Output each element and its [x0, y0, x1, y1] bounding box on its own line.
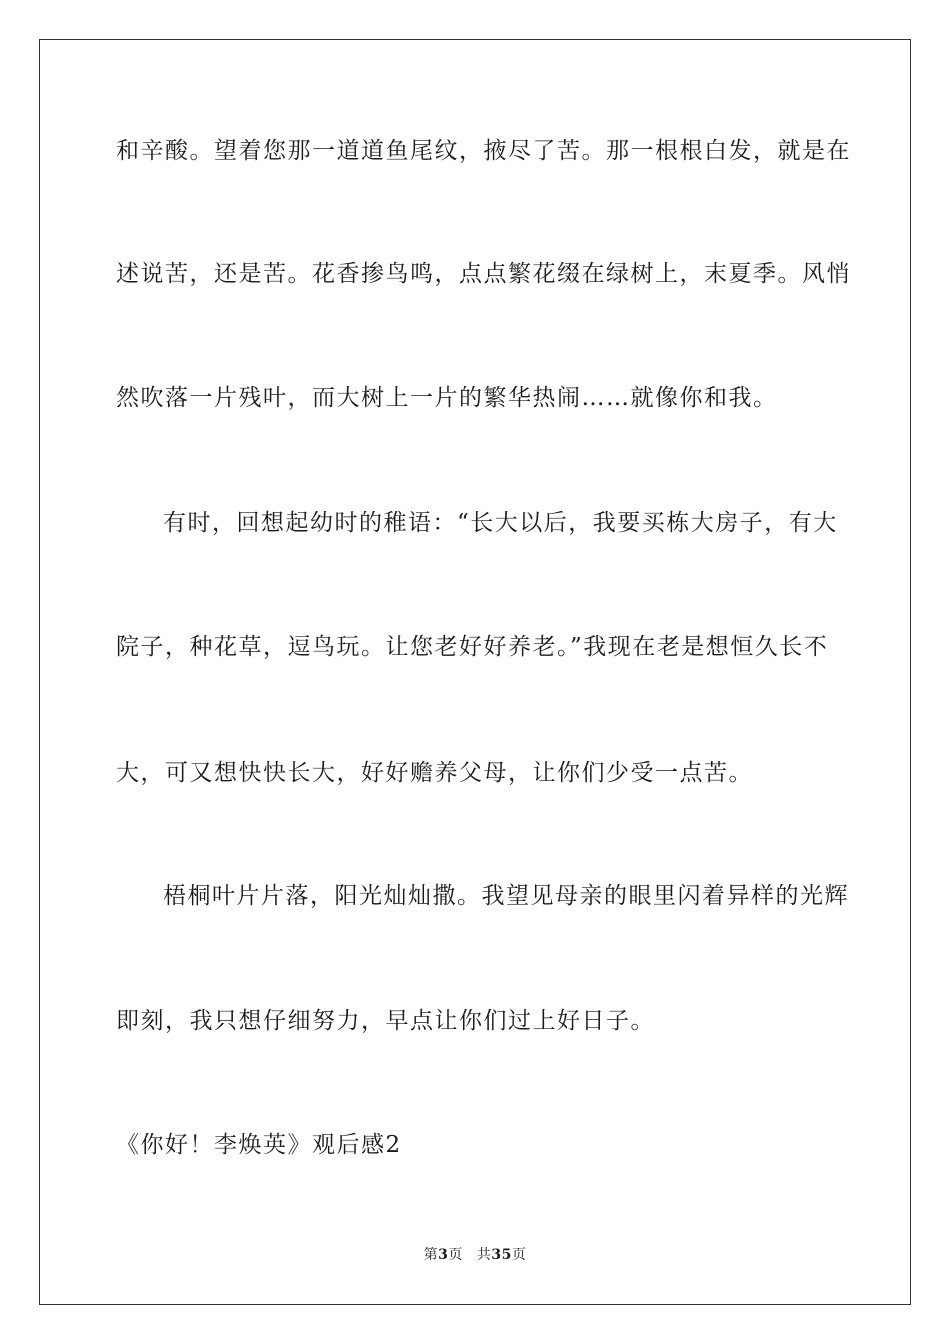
total-pages: 35: [491, 1247, 512, 1263]
page-border: [39, 39, 911, 1305]
body-line-4: 有时，回想起幼时的稚语：“长大以后，我要买栋大房子，有大: [163, 510, 838, 536]
page-prefix: 第: [423, 1247, 439, 1263]
total-suffix: 页: [511, 1247, 527, 1263]
total-prefix: 共: [476, 1247, 492, 1263]
page-suffix: 页: [448, 1247, 463, 1263]
body-line-8: 即刻，我只想仔细努力，早点让你们过上好日子。: [116, 1008, 655, 1034]
body-line-6: 大，可又想快快长大，好好赡养父母，让你们少受一点苦。: [116, 760, 753, 786]
body-line-1: 和辛酸。望着您那一道道鱼尾纹，掖尽了苦。那一根根白发，就是在: [116, 138, 851, 164]
page-number: 3: [438, 1247, 449, 1263]
body-line-7: 梧桐叶片片落，阳光灿灿撒。我望见母亲的眼里闪着异样的光辉: [163, 883, 849, 909]
body-line-3: 然吹落一片残叶，而大树上一片的繁华热闹……就像你和我。: [116, 385, 778, 411]
body-line-2: 述说苦，还是苦。花香掺鸟鸣，点点繁花缀在绿树上，末夏季。风悄: [116, 261, 851, 287]
page-footer: [0, 1246, 950, 1264]
section-heading: 《你好！李焕英》观后感2: [116, 1132, 402, 1158]
body-line-5: 院子，种花草，逗鸟玩。让您老好好养老。”我现在老是想恒久长不: [116, 634, 829, 660]
